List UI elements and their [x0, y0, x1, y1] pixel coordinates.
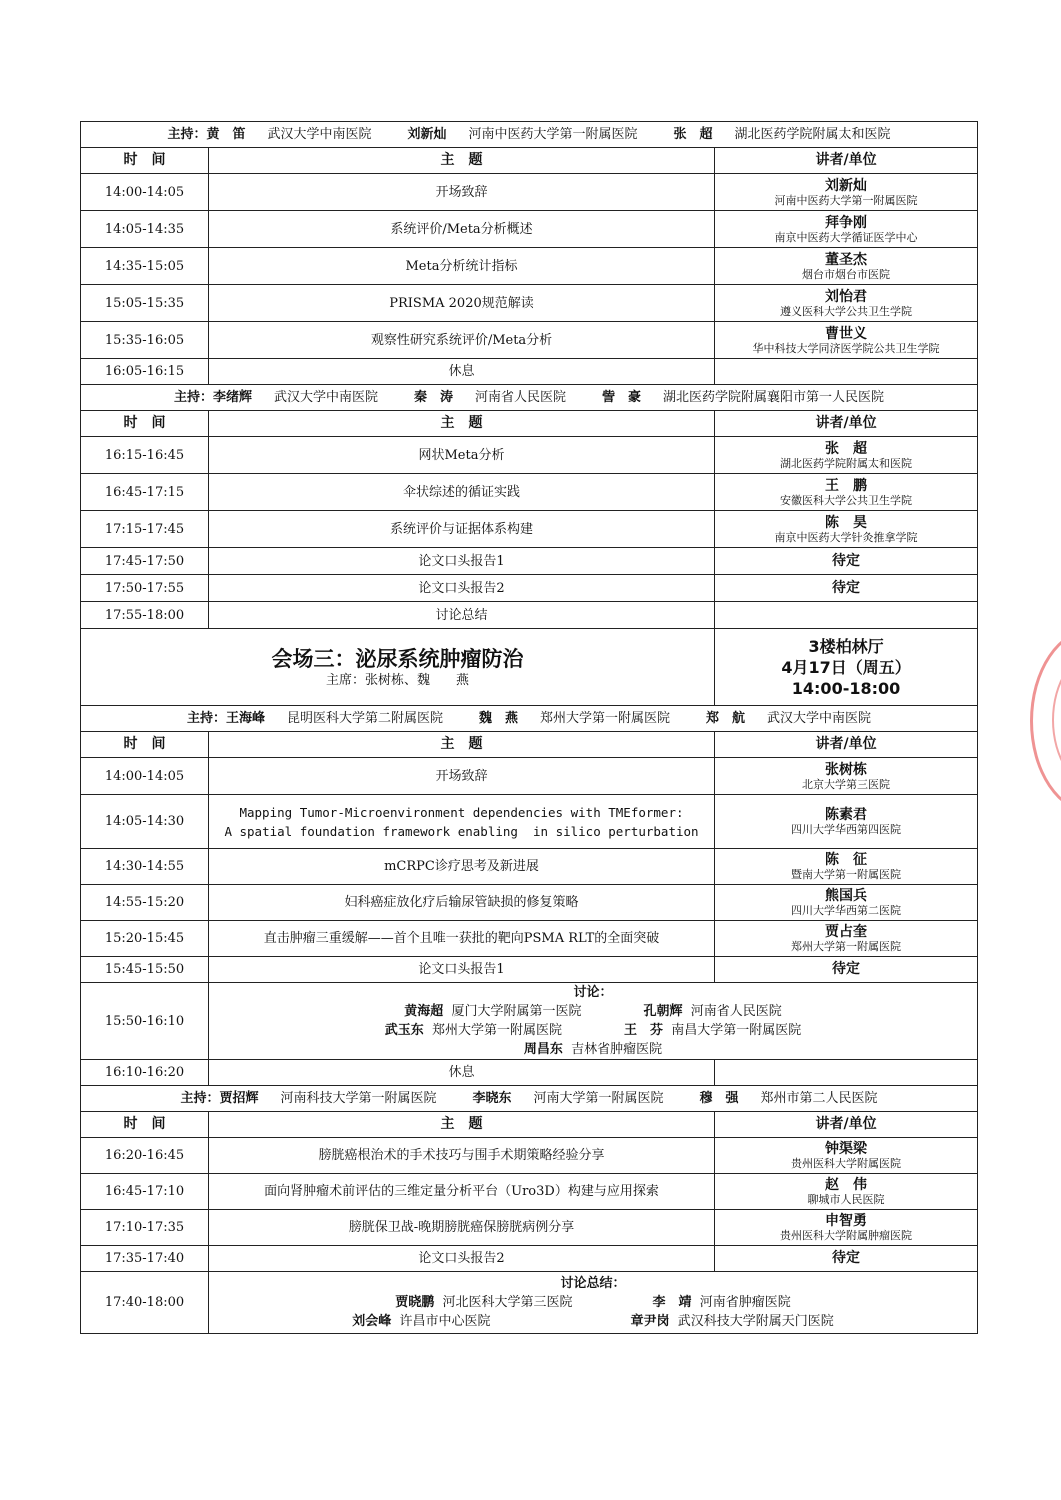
- time-header: 时 间: [81, 148, 209, 174]
- table-row: [81, 1210, 978, 1246]
- time-header: 时 间: [81, 411, 209, 437]
- topic-cell: 论文口头报告1: [209, 957, 715, 983]
- topic-cell: 面向肾肿瘤术前评估的三维定量分析平台（Uro3D）构建与应用探索: [209, 1174, 715, 1210]
- host-name: 刘新灿: [407, 127, 447, 142]
- host-row: [81, 1086, 978, 1112]
- speaker-name: 拜争刚: [825, 214, 868, 231]
- speaker-cell: [715, 511, 978, 548]
- speaker-name: 陈 征: [825, 852, 868, 868]
- panelist-name: 王 芬: [624, 1023, 664, 1038]
- host-affiliation: 湖北医药学院附属太和医院: [734, 127, 891, 142]
- speaker-cell: [715, 359, 978, 385]
- topic-line: Mapping Tumor-Microenvironment dependencies with TMEformer:: [239, 804, 684, 820]
- time-cell: 17:40-18:00: [81, 1272, 209, 1334]
- panelist-affiliation: 许昌市中心医院: [399, 1314, 491, 1329]
- host-prefix: 主持：: [186, 711, 226, 726]
- speaker-cell: [715, 1138, 978, 1174]
- speaker-affiliation: 聊城市人民医院: [807, 1193, 885, 1206]
- host-name: 訾 豪: [602, 390, 642, 405]
- speaker-name: 申智勇: [825, 1213, 868, 1229]
- table-row: [81, 921, 978, 957]
- table-row: [81, 575, 978, 602]
- host-name: 王海峰: [225, 711, 265, 726]
- topic-cell: 妇科癌症放化疗后输尿管缺损的修复策略: [209, 885, 715, 921]
- venue-info-cell: [715, 629, 978, 706]
- schedule-table: [80, 121, 978, 1334]
- speaker-tbd: 待定: [715, 575, 978, 602]
- topic-cell: 论文口头报告2: [209, 575, 715, 602]
- time-cell: 16:20-16:45: [81, 1138, 209, 1174]
- speaker-tbd: 待定: [715, 548, 978, 575]
- host-affiliation: 武汉大学中南医院: [273, 390, 378, 405]
- panelist-affiliation: 河北医科大学第三医院: [442, 1295, 573, 1310]
- speaker-affiliation: 华中科技大学同济医学院公共卫生学院: [752, 341, 940, 355]
- discussion-cell: [209, 1272, 978, 1334]
- venue-date: 4月17日（周五）: [781, 657, 911, 677]
- speaker-header: 讲者/单位: [715, 148, 978, 174]
- panelist-affiliation: 厦门大学附属第一医院: [451, 1004, 582, 1019]
- time-cell: 14:00-14:05: [81, 174, 209, 211]
- time-cell: 16:45-17:15: [81, 474, 209, 511]
- host-name: 李晓东: [472, 1091, 512, 1106]
- speaker-affiliation: 四川大学华西第二医院: [791, 904, 902, 917]
- topic-cell: 伞状综述的循证实践: [209, 474, 715, 511]
- speaker-name: 钟渠梁: [825, 1141, 868, 1157]
- speaker-cell: [715, 1174, 978, 1210]
- time-cell: 14:35-15:05: [81, 248, 209, 285]
- venue-banner: [81, 629, 978, 706]
- host-affiliation: 武汉大学中南医院: [267, 127, 372, 142]
- time-cell: 15:35-16:05: [81, 322, 209, 359]
- column-header-row: [81, 1112, 978, 1138]
- speaker-name: 王 鹏: [825, 477, 868, 494]
- topic-cell: 系统评价/Meta分析概述: [209, 211, 715, 248]
- host-affiliation: 郑州大学第一附属医院: [540, 711, 671, 726]
- table-row: [81, 437, 978, 474]
- panelist-affiliation: 郑州大学第一附属医院: [432, 1023, 563, 1038]
- topic-cell: 休息: [209, 359, 715, 385]
- speaker-name: 陈素君: [825, 807, 868, 823]
- host-name: 魏 燕: [479, 711, 519, 726]
- topic-cell: 开场致辞: [209, 758, 715, 795]
- topic-cell: 膀胱癌根治术的手术技巧与围手术期策略经验分享: [209, 1138, 715, 1174]
- time-cell: 14:30-14:55: [81, 849, 209, 885]
- time-cell: 17:35-17:40: [81, 1246, 209, 1272]
- speaker-affiliation: 河南中医药大学第一附属医院: [774, 193, 918, 207]
- host-prefix: 主持：: [173, 390, 213, 405]
- table-row: [81, 174, 978, 211]
- speaker-header: 讲者/单位: [715, 732, 978, 758]
- table-row: [81, 474, 978, 511]
- host-name: 张 超: [673, 127, 713, 142]
- panelist-name: 贾晓鹏: [395, 1295, 435, 1310]
- speaker-affiliation: 南京中医药大学针灸推拿学院: [774, 530, 918, 544]
- speaker-name: 陈 昊: [825, 514, 868, 531]
- speaker-affiliation: 南京中医药大学循证医学中心: [774, 230, 918, 244]
- host-affiliation: 武汉大学中南医院: [767, 711, 872, 726]
- panelist-name: 章尹岗: [630, 1314, 670, 1329]
- speaker-cell: [715, 211, 978, 248]
- speaker-tbd: 待定: [715, 1246, 978, 1272]
- host-affiliation: 昆明医科大学第二附属医院: [286, 711, 443, 726]
- speaker-affiliation: 北京大学第三医院: [802, 777, 891, 791]
- table-row: [81, 322, 978, 359]
- speaker-affiliation: 贵州医科大学附属肿瘤医院: [780, 1229, 913, 1242]
- speaker-affiliation: 湖北医药学院附属太和医院: [780, 456, 913, 470]
- discussion-label: 讨论：: [573, 985, 613, 1000]
- speaker-name: 张 超: [825, 440, 868, 457]
- host-affiliation: 郑州市第二人民医院: [760, 1091, 878, 1106]
- host-prefix: 主持：: [180, 1091, 220, 1106]
- speaker-cell: [715, 437, 978, 474]
- speaker-cell: [715, 322, 978, 359]
- panelist-name: 周昌东: [523, 1042, 563, 1057]
- time-cell: 16:45-17:10: [81, 1174, 209, 1210]
- speaker-affiliation: 郑州大学第一附属医院: [791, 940, 902, 953]
- speaker-name: 贾占奎: [825, 924, 868, 940]
- topic-cell: 系统评价与证据体系构建: [209, 511, 715, 548]
- topic-cell: 直击肿瘤三重缓解——首个且唯一获批的靶向PSMA RLT的全面突破: [209, 921, 715, 957]
- topic-header: 主 题: [209, 148, 715, 174]
- panelist-name: 黄海超: [404, 1004, 444, 1019]
- host-prefix: 主持：: [167, 127, 207, 142]
- topic-cell: [209, 795, 715, 849]
- panelist-name: 孔朝辉: [643, 1004, 683, 1019]
- host-affiliation: 河南科技大学第一附属医院: [280, 1091, 437, 1106]
- speaker-affiliation: 烟台市烟台市医院: [802, 267, 891, 281]
- speaker-name: 赵 伟: [825, 1177, 868, 1193]
- speaker-tbd: 待定: [715, 957, 978, 983]
- time-cell: 14:00-14:05: [81, 758, 209, 795]
- topic-cell: 论文口头报告1: [209, 548, 715, 575]
- speaker-name: 刘新灿: [825, 177, 868, 194]
- speaker-cell: [715, 285, 978, 322]
- time-cell: 14:05-14:30: [81, 795, 209, 849]
- host-name: 贾招辉: [219, 1091, 259, 1106]
- speaker-header: 讲者/单位: [715, 411, 978, 437]
- topic-header: 主 题: [209, 732, 715, 758]
- speaker-name: 曹世义: [825, 325, 868, 342]
- speaker-header: 讲者/单位: [715, 1112, 978, 1138]
- table-row: [81, 548, 978, 575]
- table-row: [81, 285, 978, 322]
- speaker-cell: [715, 602, 978, 629]
- venue-room: 3楼柏林厅: [808, 636, 884, 656]
- host-bar: [81, 122, 978, 148]
- time-cell: 17:45-17:50: [81, 548, 209, 575]
- discussion-row: [81, 1272, 978, 1334]
- panelist-name: 刘会峰: [352, 1314, 392, 1329]
- speaker-name: 董圣杰: [825, 251, 868, 268]
- host-name: 李绪辉: [212, 390, 252, 405]
- topic-cell: 讨论总结: [209, 602, 715, 629]
- column-header-row: [81, 148, 978, 174]
- time-cell: 17:55-18:00: [81, 602, 209, 629]
- host-affiliation: 河南省人民医院: [475, 390, 567, 405]
- time-cell: 15:50-16:10: [81, 983, 209, 1060]
- time-cell: 16:05-16:15: [81, 359, 209, 385]
- speaker-cell: [715, 758, 978, 795]
- time-cell: 15:05-15:35: [81, 285, 209, 322]
- table-row: [81, 511, 978, 548]
- host-affiliation: 河南中医药大学第一附属医院: [468, 127, 638, 142]
- speaker-cell: [715, 921, 978, 957]
- speaker-affiliation: 四川大学华西第四医院: [791, 823, 902, 836]
- host-row: [81, 385, 978, 411]
- topic-header: 主 题: [209, 1112, 715, 1138]
- table-row: [81, 885, 978, 921]
- table-row: [81, 602, 978, 629]
- speaker-cell: [715, 885, 978, 921]
- table-row: [81, 849, 978, 885]
- host-name: 郑 航: [706, 711, 746, 726]
- panelist-affiliation: 吉林省肿瘤医院: [571, 1042, 663, 1057]
- discussion-label: 讨论总结：: [560, 1276, 626, 1291]
- speaker-affiliation: 贵州医科大学附属医院: [791, 1157, 902, 1170]
- time-cell: 16:15-16:45: [81, 437, 209, 474]
- speaker-name: 刘怡君: [825, 288, 868, 305]
- host-name: 秦 涛: [414, 390, 454, 405]
- panelist-affiliation: 河南省人民医院: [690, 1004, 782, 1019]
- table-row: [81, 795, 978, 849]
- host-bar: [81, 706, 978, 732]
- topic-cell: 膀胱保卫战-晚期膀胱癌保膀胱病例分享: [209, 1210, 715, 1246]
- table-row: [81, 359, 978, 385]
- host-row: [81, 706, 978, 732]
- speaker-cell: [715, 248, 978, 285]
- column-header-row: [81, 411, 978, 437]
- time-cell: 16:10-16:20: [81, 1060, 209, 1086]
- column-header-row: [81, 732, 978, 758]
- table-row: [81, 957, 978, 983]
- speaker-affiliation: 遵义医科大学公共卫生学院: [780, 304, 913, 318]
- speaker-affiliation: 安徽医科大学公共卫生学院: [780, 493, 913, 507]
- speaker-name: 熊国兵: [825, 888, 868, 904]
- host-affiliation: 湖北医药学院附属襄阳市第一人民医院: [663, 390, 885, 405]
- time-cell: 15:20-15:45: [81, 921, 209, 957]
- table-row: [81, 758, 978, 795]
- table-row: [81, 1174, 978, 1210]
- venue-time: 14:00-18:00: [791, 678, 901, 698]
- speaker-cell: [715, 474, 978, 511]
- time-cell: 15:45-15:50: [81, 957, 209, 983]
- table-row: [81, 1246, 978, 1272]
- panelist-affiliation: 河南省肿瘤医院: [699, 1295, 791, 1310]
- host-bar: [81, 1086, 978, 1112]
- topic-cell: 开场致辞: [209, 174, 715, 211]
- venue-title-cell: [81, 629, 715, 706]
- time-cell: 17:15-17:45: [81, 511, 209, 548]
- panelist-affiliation: 武汉科技大学附属天门医院: [677, 1314, 834, 1329]
- topic-cell: 论文口头报告2: [209, 1246, 715, 1272]
- panelist-name: 武玉东: [384, 1023, 424, 1038]
- speaker-cell: [715, 795, 978, 849]
- speaker-cell: [715, 1210, 978, 1246]
- topic-cell: 休息: [209, 1060, 715, 1086]
- host-name: 黄 笛: [206, 127, 246, 142]
- host-affiliation: 河南大学第一附属医院: [533, 1091, 664, 1106]
- table-row: [81, 211, 978, 248]
- speaker-cell: [715, 1060, 978, 1086]
- topic-cell: mCRPC诊疗思考及新进展: [209, 849, 715, 885]
- discussion-row: [81, 983, 978, 1060]
- time-cell: 17:10-17:35: [81, 1210, 209, 1246]
- topic-cell: 网状Meta分析: [209, 437, 715, 474]
- table-row: [81, 248, 978, 285]
- time-header: 时 间: [81, 1112, 209, 1138]
- panelist-name: 李 靖: [652, 1295, 692, 1310]
- topic-cell: Meta分析统计指标: [209, 248, 715, 285]
- time-cell: 14:55-15:20: [81, 885, 209, 921]
- speaker-cell: [715, 174, 978, 211]
- speaker-affiliation: 暨南大学第一附属医院: [791, 868, 902, 881]
- host-name: 穆 强: [699, 1091, 739, 1106]
- time-cell: 14:05-14:35: [81, 211, 209, 248]
- discussion-cell: [209, 983, 978, 1060]
- time-header: 时 间: [81, 732, 209, 758]
- time-cell: 17:50-17:55: [81, 575, 209, 602]
- venue-chairs: 主席：张树栋、魏 燕: [325, 672, 469, 688]
- host-row: [81, 122, 978, 148]
- topic-line: A spatial foundation framework enabling in silico perturbation: [224, 823, 699, 839]
- topic-cell: PRISMA 2020规范解读: [209, 285, 715, 322]
- host-bar: [81, 385, 978, 411]
- venue-title: 会场三：泌尿系统肿瘤防治: [271, 646, 524, 671]
- speaker-cell: [715, 849, 978, 885]
- topic-cell: 观察性研究系统评价/Meta分析: [209, 322, 715, 359]
- panelist-affiliation: 南昌大学第一附属医院: [671, 1023, 802, 1038]
- speaker-name: 张树栋: [825, 761, 868, 778]
- table-row: [81, 1060, 978, 1086]
- table-row: [81, 1138, 978, 1174]
- topic-header: 主 题: [209, 411, 715, 437]
